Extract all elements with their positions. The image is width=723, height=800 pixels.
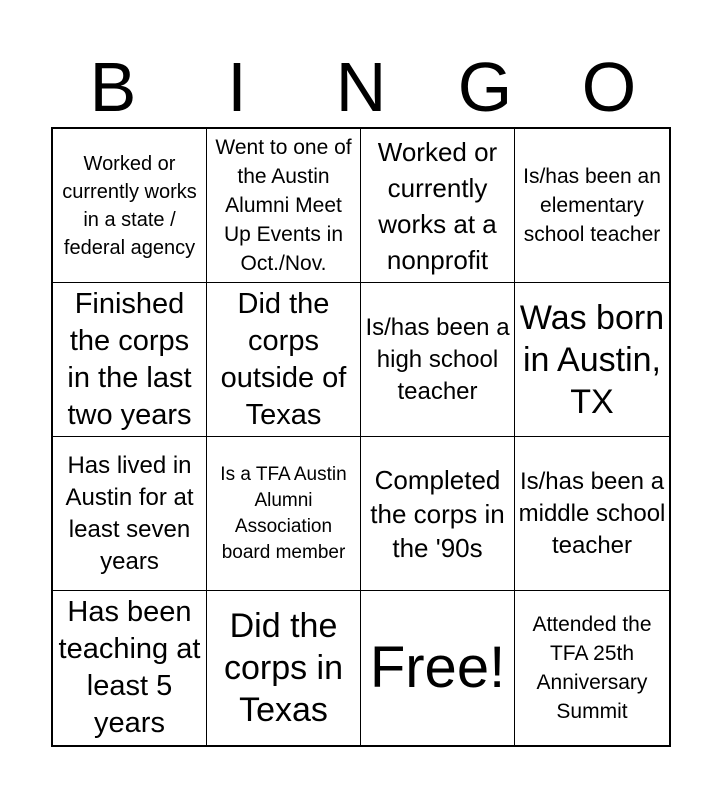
bingo-cell[interactable] [515, 283, 669, 437]
cell-text: Worked or currently works in a state / federal agency [62, 152, 197, 259]
bingo-cell[interactable] [515, 437, 669, 591]
cell-text: Has been teaching at least 5 years [58, 596, 201, 739]
bingo-cell[interactable] [515, 129, 669, 283]
bingo-header [51, 46, 671, 128]
bingo-cell[interactable] [207, 283, 361, 437]
cell-text: Did the corps outside of Texas [220, 287, 347, 431]
bingo-cell[interactable] [53, 591, 207, 745]
cell-text: Is a TFA Austin Alumni Association board member [220, 463, 347, 563]
bingo-cell[interactable] [53, 129, 207, 283]
bingo-board [51, 127, 671, 747]
bingo-cell[interactable] [361, 283, 515, 437]
bingo-cell[interactable] [361, 437, 515, 591]
bingo-cell[interactable] [207, 591, 361, 745]
cell-text: Is/has been a high school teacher [365, 313, 510, 405]
free-space-cell[interactable] [361, 591, 515, 745]
bingo-cell[interactable] [207, 129, 361, 283]
cell-text: Worked or currently works at a nonprofit [377, 136, 498, 275]
bingo-cell[interactable] [53, 283, 207, 437]
cell-text: Finished the corps in the last two years [67, 287, 192, 431]
header-letter-b: B [89, 48, 137, 126]
cell-text: Went to one of the Austin Alumni Meet Up Events in Oct./Nov. [215, 136, 352, 275]
cell-text: Completed the corps in the '90s [370, 464, 505, 563]
bingo-cell[interactable] [361, 129, 515, 283]
cell-text: Attended the TFA 25th Anniversary Summit [532, 613, 652, 723]
cell-text: Was born in Austin, TX [519, 298, 665, 421]
bingo-cell[interactable] [207, 437, 361, 591]
header-letter-n: N [335, 48, 387, 126]
header-letter-i: I [227, 48, 247, 126]
header-letter-o: O [581, 48, 637, 126]
cell-text: Has lived in Austin for at least seven years [65, 451, 194, 575]
cell-text: Is/has been an elementary school teacher [523, 165, 661, 246]
bingo-cell[interactable] [53, 437, 207, 591]
cell-text: Did the corps in Texas [223, 607, 344, 729]
header-letter-g: G [457, 48, 513, 126]
free-space-label: Free! [369, 635, 506, 700]
bingo-cell[interactable] [515, 591, 669, 745]
cell-text: Is/has been a middle school teacher [518, 467, 666, 559]
